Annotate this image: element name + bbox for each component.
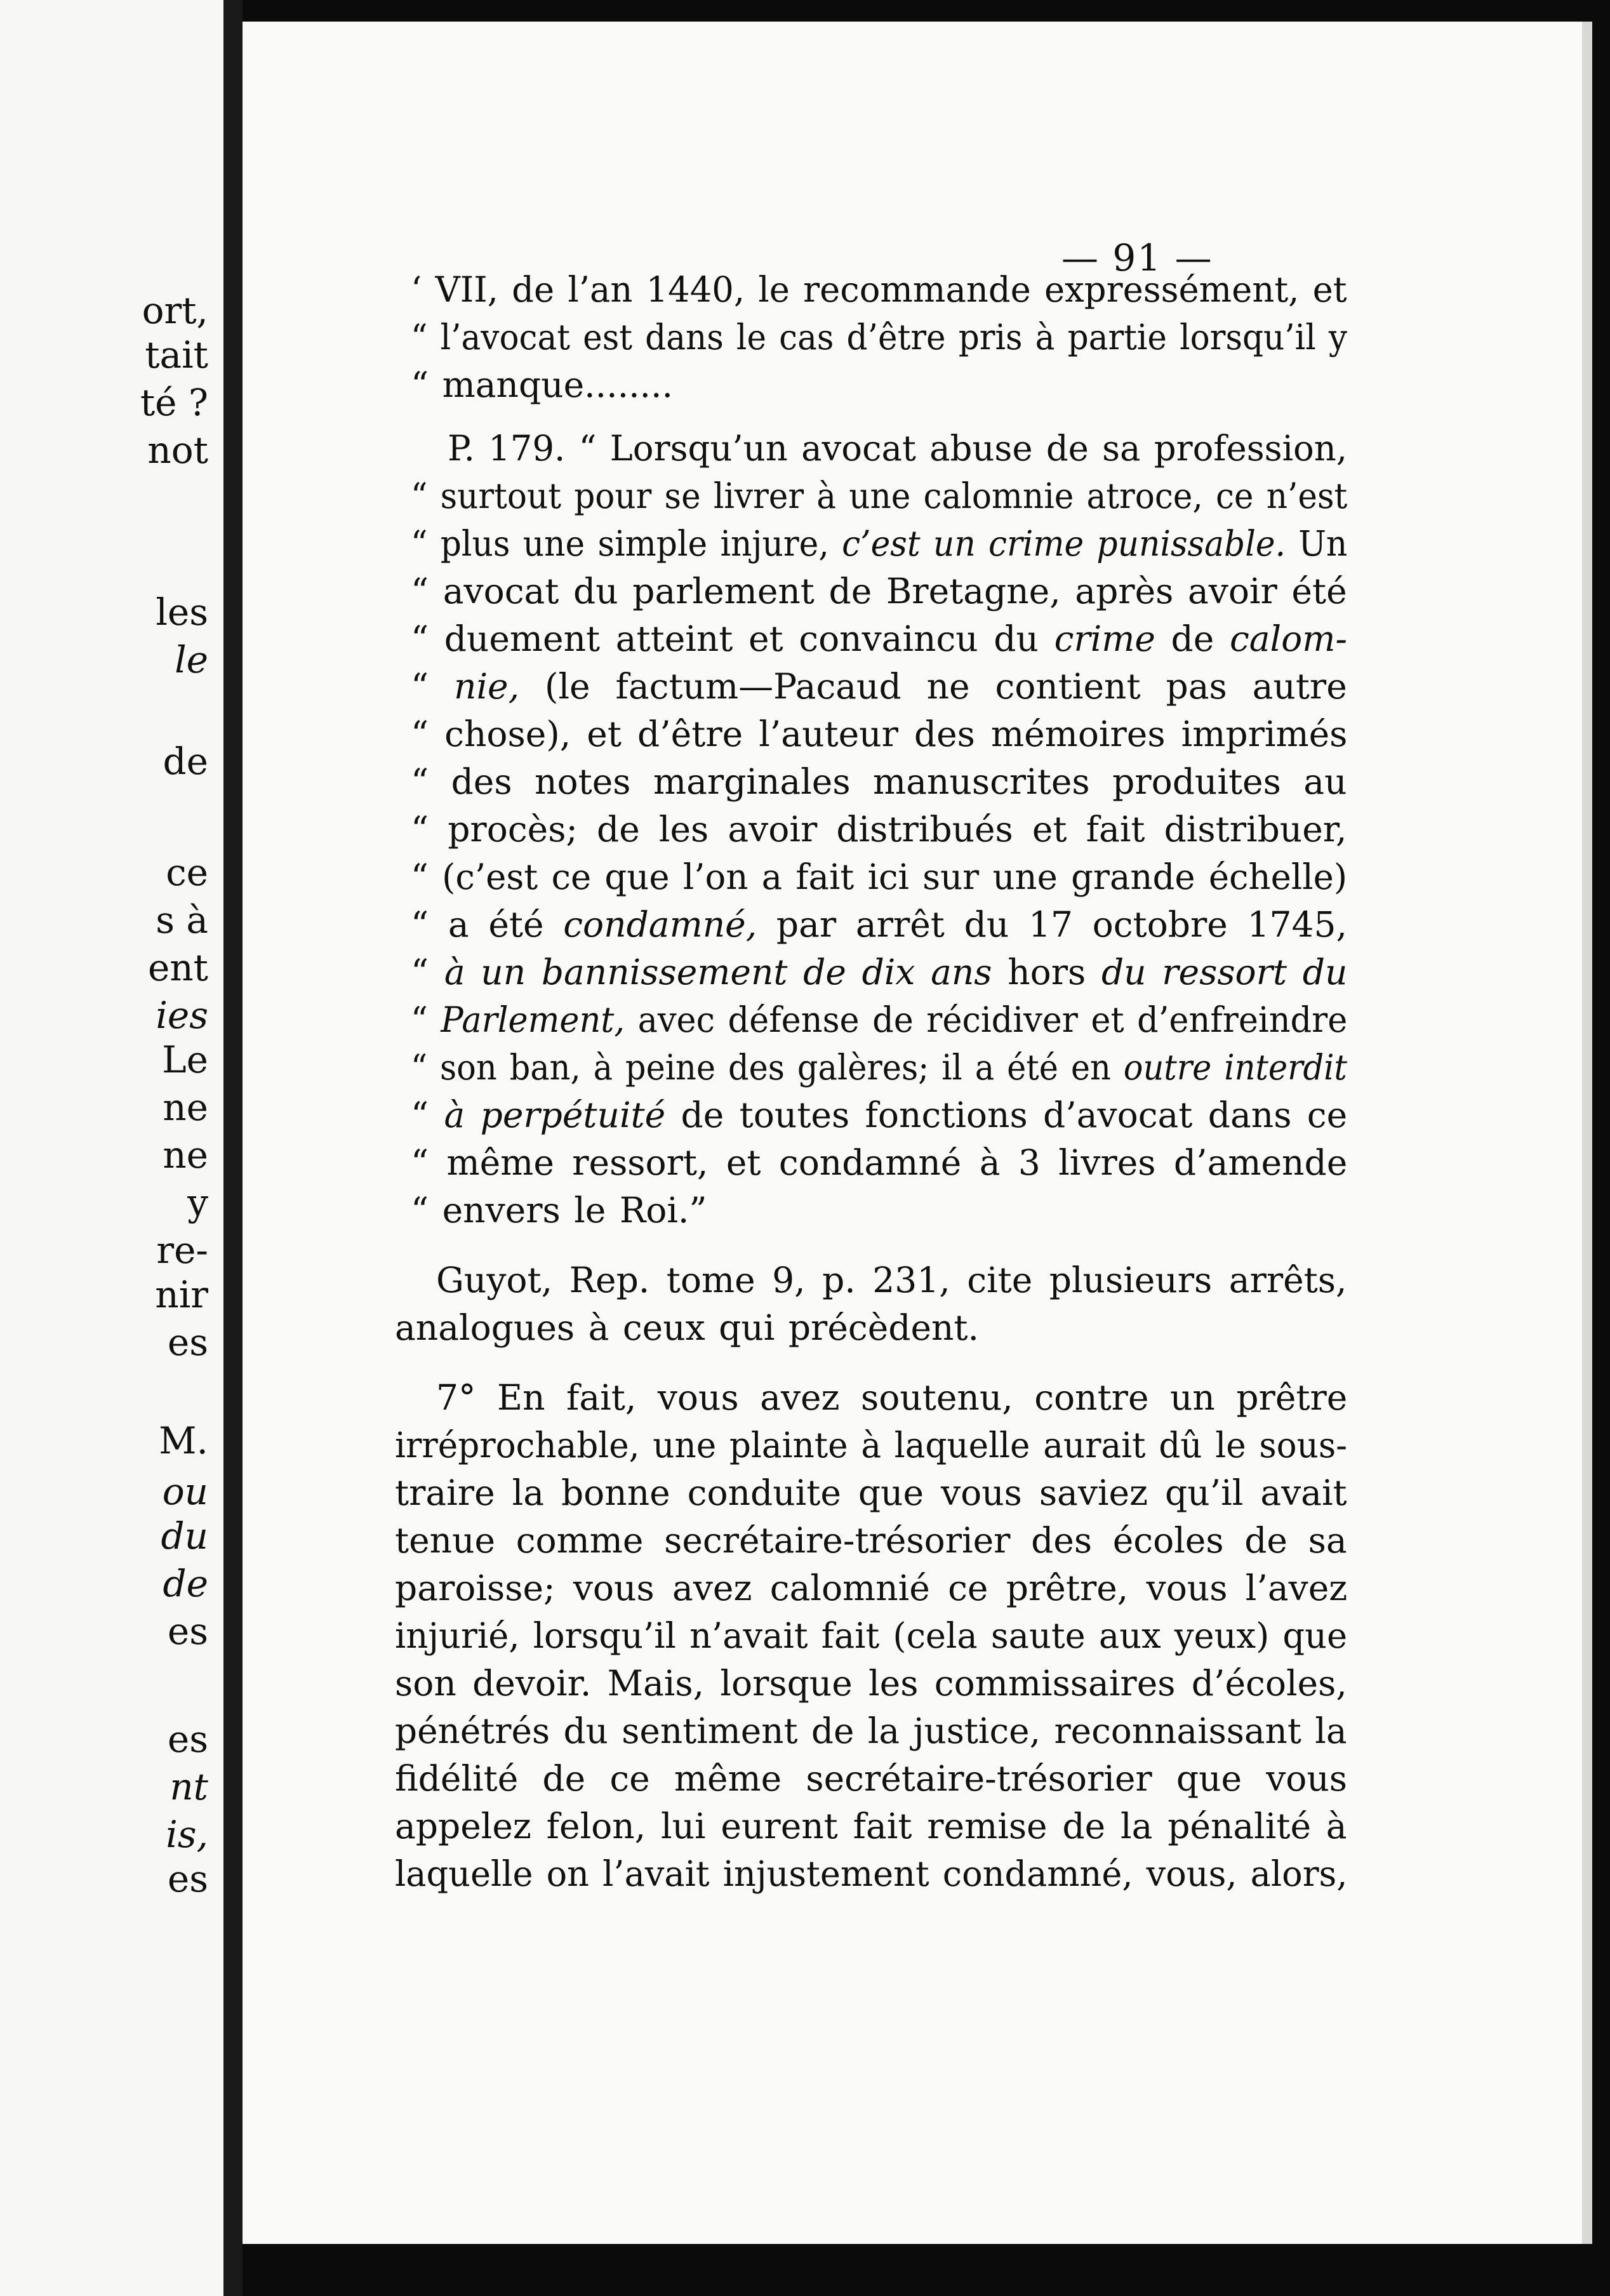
text-line — [411, 618, 1347, 659]
text-segment: pénétrés du sentiment de la justice, reconnaissant la — [395, 1711, 1347, 1751]
facing-page-line-fragment: M. — [159, 1419, 208, 1462]
text-segment: “ envers le Roi.” — [411, 1190, 707, 1231]
text-line — [411, 999, 1348, 1040]
text-segment: laquelle on l’avait injustement condamné, vous, alors, — [395, 1853, 1348, 1894]
facing-page-line-fragment: es — [167, 1321, 208, 1364]
text-segment: “ même ressort, et condamné à 3 livres d’amende — [411, 1142, 1348, 1183]
text-segment: “ des notes marginales manuscrites produites au — [411, 761, 1347, 802]
italic-text-segment: c’est un crime punissable. — [842, 523, 1286, 564]
text-line — [411, 714, 1348, 754]
facing-page-line-fragment: de — [163, 740, 208, 783]
text-line — [411, 857, 1348, 897]
text-segment: “ a été — [411, 904, 564, 945]
text-segment: “ — [411, 1095, 444, 1135]
text-line — [395, 1425, 1348, 1465]
text-line — [411, 571, 1347, 611]
text-segment: avec défense de récidiver et d’enfreindre — [625, 999, 1348, 1040]
facing-page-line-fragment: du — [161, 1514, 208, 1558]
facing-page-line-fragment: ce — [166, 851, 208, 894]
text-segment: “ son ban, à peine des galères; il a été en — [411, 1047, 1124, 1088]
text-segment: ‘ VII, de l’an 1440, le recommande expressément, et — [411, 269, 1347, 310]
facing-page-line-fragment: is, — [166, 1813, 208, 1856]
facing-page-line-fragment: le — [175, 638, 208, 681]
text-line — [411, 952, 1348, 992]
text-line — [411, 761, 1347, 802]
facing-page-line-fragment: ent — [148, 946, 208, 989]
facing-page-line-fragment: re- — [156, 1229, 208, 1272]
text-line — [395, 1568, 1348, 1608]
text-line — [411, 666, 1347, 707]
facing-page-line-fragment: s à — [156, 898, 208, 942]
facing-page-line-fragment: nir — [155, 1273, 208, 1316]
facing-page-line-fragment: ies — [156, 994, 208, 1037]
text-segment: “ duement atteint et convaincu du — [411, 618, 1054, 659]
italic-text-segment: du ressort du — [1101, 952, 1348, 992]
text-segment: injurié, lorsqu’il n’avait fait (cela saute aux yeux) que — [395, 1615, 1348, 1656]
text-line — [395, 1520, 1347, 1561]
text-segment: “ avocat du parlement de Bretagne, après avoir été — [411, 571, 1347, 611]
page-number: — 91 — — [1061, 236, 1213, 279]
text-line — [395, 1472, 1347, 1513]
facing-page-line-fragment: es — [167, 1610, 208, 1653]
text-segment: par arrêt du 17 octobre 1745, — [757, 904, 1347, 945]
text-segment: paroisse; vous avez calomnié ce prêtre, vous l’avez — [395, 1568, 1348, 1608]
text-line — [411, 364, 674, 405]
text-segment: de — [1155, 618, 1230, 659]
facing-page-line-fragment: ne — [163, 1133, 208, 1177]
text-segment: de toutes fonctions d’avocat dans ce — [665, 1095, 1348, 1135]
text-segment: “ chose), et d’être l’auteur des mémoires imprimés — [411, 714, 1348, 754]
book-page — [243, 22, 1582, 2244]
text-line — [411, 317, 1348, 357]
text-line — [411, 476, 1348, 516]
text-segment: appelez felon, lui eurent fait remise de la pénalité à — [395, 1806, 1347, 1846]
text-segment: “ — [411, 999, 441, 1040]
text-segment: (le factum—Pacaud ne contient pas autre — [519, 666, 1347, 707]
facing-page-line-fragment: té ? — [140, 381, 208, 424]
text-segment: son devoir. Mais, lorsque les commissaires d’écoles, — [395, 1663, 1347, 1704]
text-segment: 7° En fait, vous avez soutenu, contre un prêtre — [436, 1377, 1348, 1418]
facing-page-line-fragment: les — [156, 591, 208, 634]
text-segment: analogues à ceux qui précèdent. — [395, 1307, 980, 1348]
italic-text-segment: outre interdit — [1123, 1047, 1347, 1088]
italic-text-segment: à un bannissement de dix ans — [444, 952, 992, 992]
text-line — [411, 1142, 1348, 1183]
text-segment: “ manque........ — [411, 364, 674, 405]
text-segment: fidélité de ce même secrétaire-trésorier que vous — [395, 1758, 1348, 1799]
text-segment: “ (c’est ce que l’on a fait ici sur une grande échelle) — [411, 857, 1348, 897]
facing-page-line-fragment: es — [167, 1857, 208, 1900]
facing-page-line-fragment: Le — [162, 1038, 208, 1081]
text-segment: “ procès; de les avoir distribués et fait distribuer, — [411, 809, 1347, 850]
text-line — [395, 1663, 1347, 1704]
text-line — [395, 1307, 980, 1348]
text-line — [436, 1260, 1347, 1300]
text-segment: tenue comme secrétaire-trésorier des écoles de sa — [395, 1520, 1347, 1561]
text-line — [395, 1853, 1348, 1894]
facing-page-line-fragment: nt — [170, 1765, 208, 1808]
italic-text-segment: crime — [1054, 618, 1155, 659]
facing-page-fragment — [0, 0, 223, 2296]
facing-page-line-fragment: ou — [162, 1470, 208, 1513]
text-line — [411, 523, 1348, 564]
text-line — [436, 1377, 1348, 1418]
text-segment: “ — [411, 952, 444, 992]
text-segment: hors — [992, 952, 1101, 992]
text-segment: “ plus une simple injure, — [411, 523, 842, 564]
book-gutter — [223, 0, 243, 2296]
facing-page-line-fragment: ne — [163, 1086, 208, 1129]
italic-text-segment: à perpétuité — [444, 1095, 666, 1135]
facing-page-line-fragment: y — [187, 1181, 208, 1224]
text-segment: “ — [411, 666, 455, 707]
facing-page-line-fragment: de — [163, 1562, 208, 1605]
text-segment: irréprochable, une plainte à laquelle aurait dû le sous- — [395, 1425, 1348, 1465]
text-segment: P. 179. “ Lorsqu’un avocat abuse de sa profession, — [448, 428, 1348, 469]
facing-page-line-fragment: not — [147, 429, 208, 472]
text-segment: traire la bonne conduite que vous saviez qu’il avait — [395, 1472, 1347, 1513]
text-line — [411, 269, 1347, 310]
text-segment: “ l’avocat est dans le cas d’être pris à partie lorsqu’il y — [411, 317, 1348, 357]
facing-page-line-fragment: ort, — [142, 289, 208, 332]
italic-text-segment: calom- — [1229, 618, 1347, 659]
text-line — [411, 1190, 707, 1231]
text-line — [411, 904, 1347, 945]
page-edge — [1582, 22, 1592, 2244]
text-line — [411, 1047, 1347, 1088]
facing-page-line-fragment: es — [167, 1718, 208, 1761]
italic-text-segment: condamné, — [563, 904, 757, 945]
italic-text-segment: nie, — [454, 666, 520, 707]
text-segment: “ surtout pour se livrer à une calomnie atroce, ce n’est — [411, 476, 1348, 516]
text-line — [395, 1615, 1348, 1656]
facing-page-line-fragment: tait — [145, 333, 208, 377]
text-line — [448, 428, 1348, 469]
text-line — [395, 1806, 1347, 1846]
text-line — [411, 809, 1347, 850]
italic-text-segment: Parlement, — [441, 999, 625, 1040]
text-segment: Guyot, Rep. tome 9, p. 231, cite plusieurs arrêts, — [436, 1260, 1347, 1300]
text-segment: Un — [1285, 523, 1348, 564]
text-line — [395, 1758, 1348, 1799]
text-line — [395, 1711, 1347, 1751]
text-line — [411, 1095, 1348, 1135]
